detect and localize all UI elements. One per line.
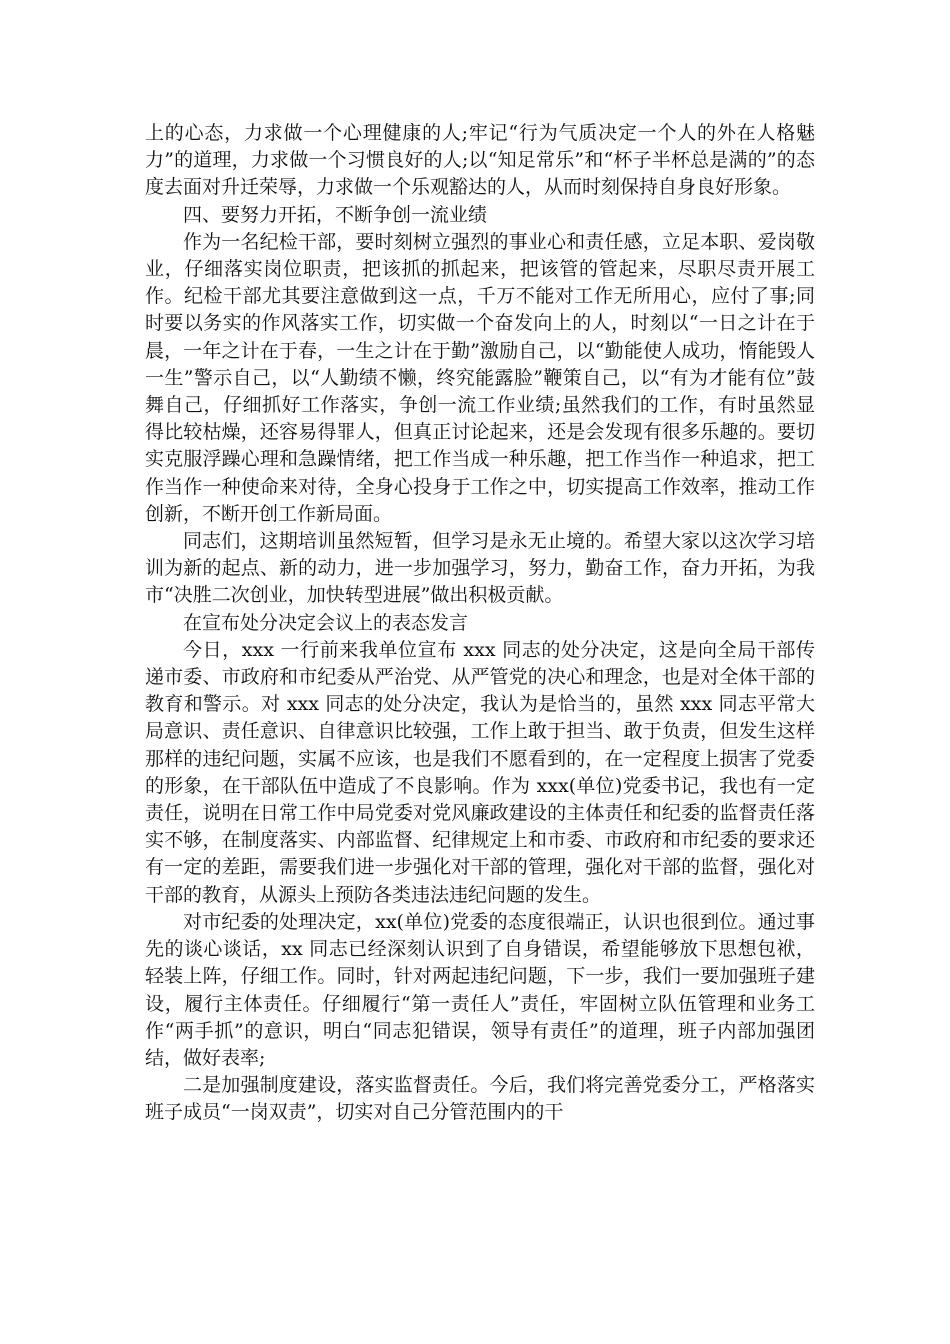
paragraph-3: 作为一名纪检干部，要时刻树立强烈的事业心和责任感，立足本职、爱岗敬业，仔细落实岗位职责，把该抓的抓起来，把该管的管起来，尽职尽责开展工作。纪检干部尤其要注意做到这一点，千万不能对工作无所用心，应付了事;同时要以务实的作风落实工作，切实做一个奋发向上的人，时刻以“一日之计在于晨，一年之计在于春，一生之计在于勤”激励自己，以“勤能使人成功，惰能毁人一生”警示自己，以“人勤绩不懒，终究能露脸”鞭策自己，以“有为才能有位”鼓舞自己，仔细抓好工作落实，争创一流工作业绩;虽然我们的工作，有时虽然显得比较枯燥，还容易得罪人，但真正讨论起来，还是会发现有很多乐趣的。要切实克服浮躁心理和急躁情绪，把工作当成一种乐趣，把工作当作一种追求，把工作当作一种使命来对待，全身心投身于工作之中，切实提高工作效率，推动工作创新，不断开创工作新局面。 [145,230,815,525]
paragraph-1: 上的心态，力求做一个心理健康的人;牢记“行为气质决定一个人的外在人格魅力”的道理，力求做一个习惯良好的人;以“知足常乐”和“杯子半杯总是满的”的态度去面对升迁荣辱，力求做一个乐观豁达的人，从而时刻保持自身良好形象。 [145,122,815,199]
speech-title: 在宣布处分决定会议上的表态发言 [183,611,469,634]
paragraph-4: 同志们，这期培训虽然短暂，但学习是永无止境的。希望大家以这次学习培训为新的起点、新的动力，进一步加强学习，努力，勤奋工作，奋力开拓，为我市“决胜二次创业，加快转型进展”做出积极贡献。 [145,530,815,607]
section-heading-4: 四、要努力开拓，不断争创一流业绩 [183,203,488,226]
paragraph-6: 今日，xxx 一行前来我单位宣布 xxx 同志的处分决定，这是向全局干部传递市委、市政府和市纪委从严治党、从严管党的决心和理念，也是对全体干部的教育和警示。对 xxx 同志的处分决定，我认为是恰当的，虽然 xxx 同志平常大局意识、责任意识、自律意识比较强，工作上敢于担当、敢于负责，但发生这样那样的违纪问题，实属不应该，也是我们不愿看到的，在一定程度上损害了党委的形象，在干部队伍中造成了不良影响。作为 xxx(单位)党委书记，我也有一定责任，说明在日常工作中局党委对党风廉政建设的主体责任和纪委的监督责任落实不够，在制度落实、内部监督、纪律规定上和市委、市政府和市纪委的要求还有一定的差距，需要我们进一步强化对干部的管理，强化对干部的监督，强化对干部的教育，从源头上预防各类违法违纪问题的发生。 [145,638,815,906]
paragraph-7: 对市纪委的处理决定，xx(单位)党委的态度很端正，认识也很到位。通过事先的谈心谈话，xx 同志已经深刻认识到了自身错误，希望能够放下思想包袱，轻装上阵，仔细工作。同时，针对两起违纪问题，下一步，我们一要加强班子建设，履行主体责任。仔细履行“第一责任人”责任，牢固树立队伍管理和业务工作“两手抓”的意识，明白“同志犯错误，领导有责任”的道理，班子内部加强团结，做好表率; [145,910,815,1069]
document-page [145,120,815,1127]
paragraph-8: 二是加强制度建设，落实监督责任。今后，我们将完善党委分工，严格落实班子成员“一岗双责”，切实对自己分管范围内的干 [145,1074,815,1124]
